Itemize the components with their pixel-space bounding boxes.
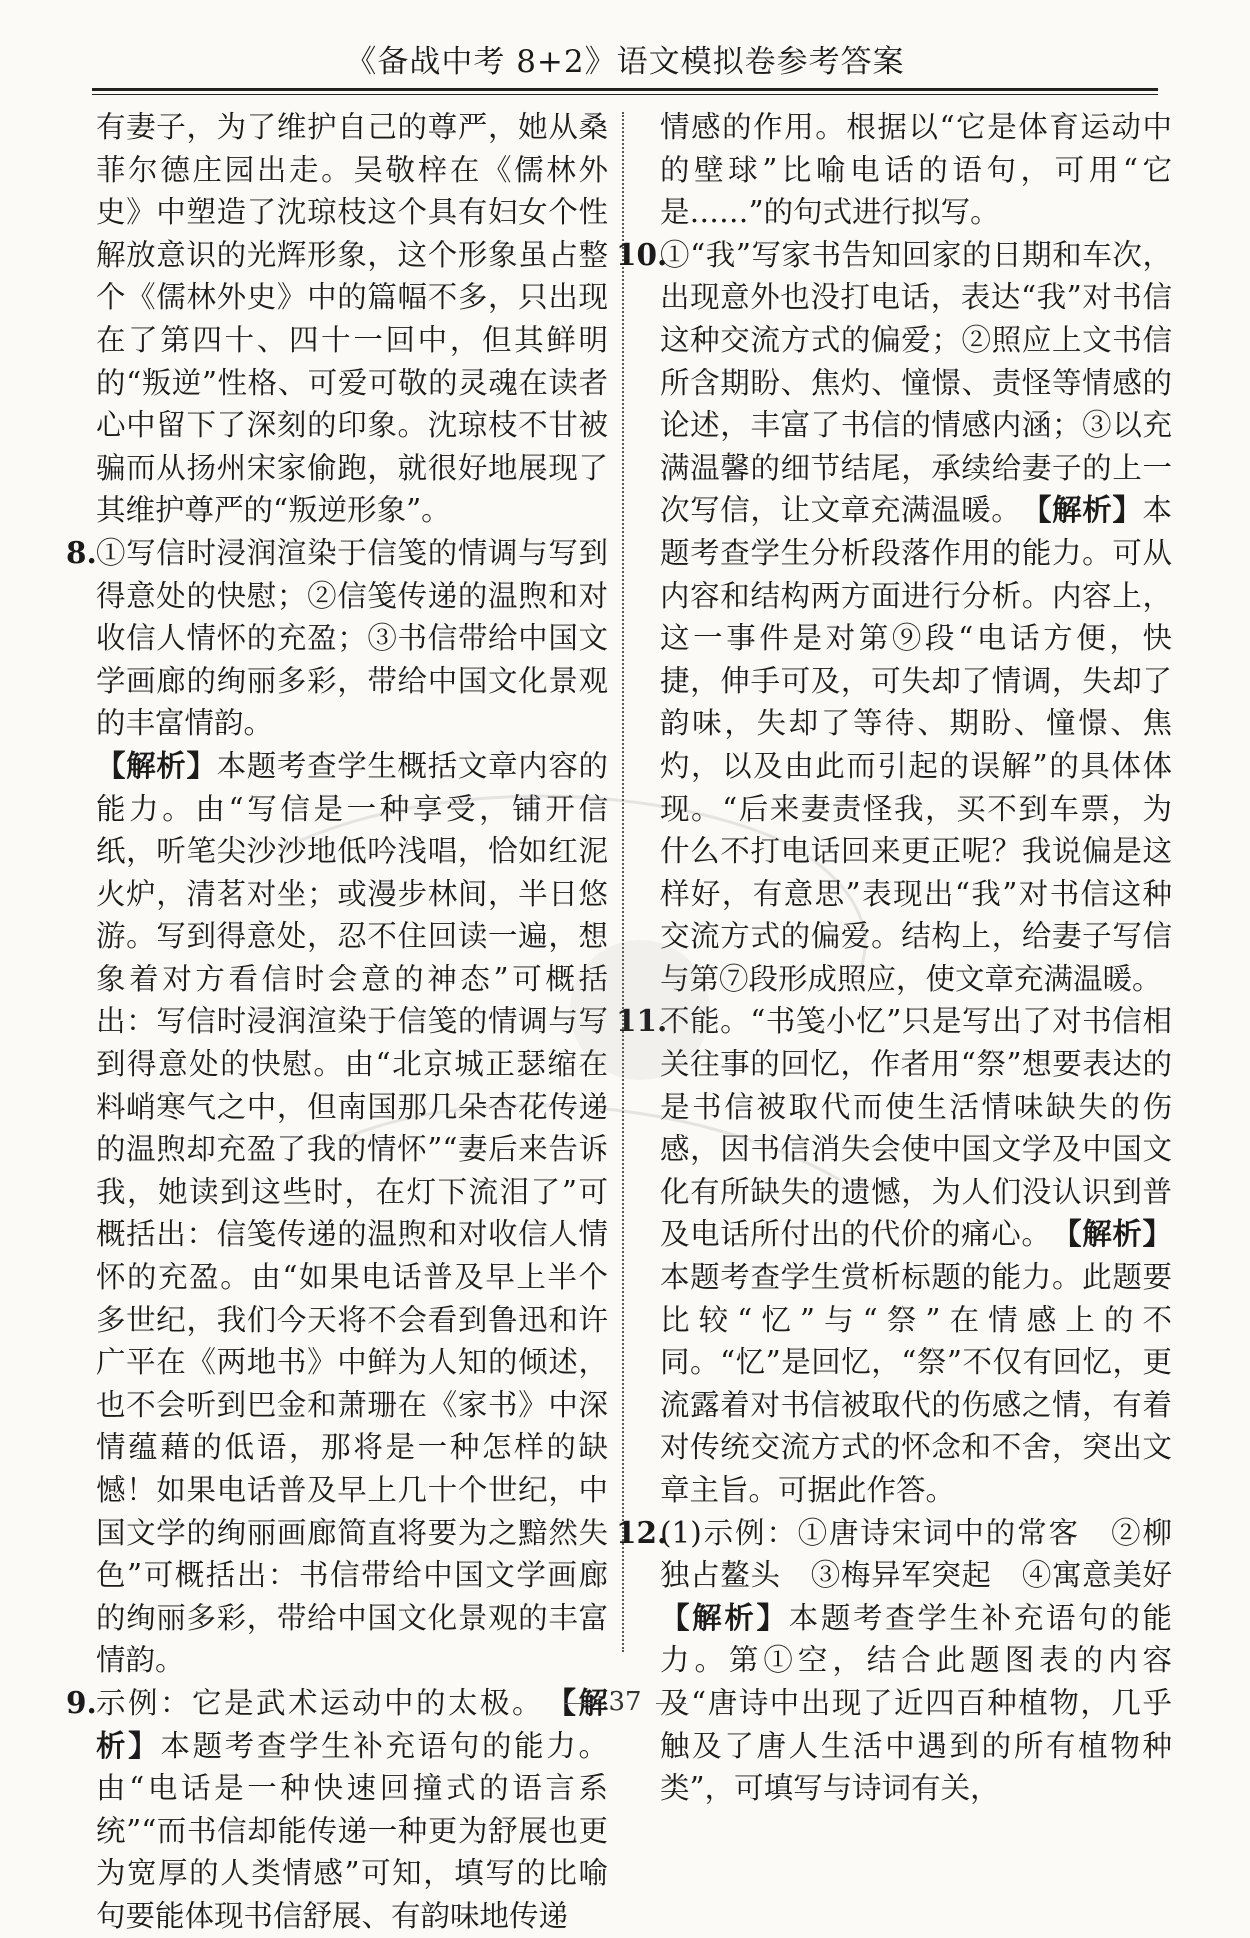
footer-dash-right <box>656 1703 686 1704</box>
footer-dash-left <box>564 1703 594 1704</box>
question-9 <box>66 1682 608 1938</box>
continuation-text: 有妻子，为了维护自己的尊严，她从桑菲尔德庄园出走。吴敬梓在《儒林外史》中塑造了沈琼枝这个具有妇女个性解放意识的光辉形象，这个形象虽占整个《儒林外史》中的篇幅不多，只出现在了第四十、四十一回中，但其鲜明的“叛逆”性格、可爱可敬的灵魂在读者心中留下了深刻的印象。沈琼枝不甘被骗而从扬州宋家偷跑，就很好地展现了其维护尊严的“叛逆形象”。 <box>96 110 608 528</box>
analysis-tag: 【解析】 <box>660 1599 789 1635</box>
question-8 <box>66 532 608 1682</box>
answer-text: 示例：它是武术运动中的太极。 <box>96 1685 530 1720</box>
analysis-tag: 【解析】 <box>1036 492 1143 528</box>
question-number: 11. <box>616 1003 668 1039</box>
analysis-text: 本题考查学生补充语句的能力。由“电话是一种快速回撞式的语言系统”“而书信却能传递一种更为舒展也更为宽厚的人类情感”可知，填写的比喻句要能体现书信舒展、有韵味地传递 <box>96 1728 608 1933</box>
analysis-text: 本题考查学生赏析标题的能力。此题要比较“忆”与“祭”在情感上的不同。“忆”是回忆，“祭”不仅有回忆，更流露着对书信被取代的伤感之情，有着对传统交流方式的怀念和不舍，突出文章主旨。可据此作答。 <box>660 1260 1172 1507</box>
analysis-tag: 【解析】 <box>96 747 217 783</box>
page-title: 《备战中考 8+2》语文模拟卷参考答案 <box>345 44 905 80</box>
analysis-text: 本题考查学生分析段落作用的能力。可从内容和结构两方面进行分析。内容上，这一事件是对第⑨段“电话方便，快捷，伸手可及，可失却了情调，失却了韵味，失却了等待、期盼、憧憬、焦灼，以及由此而引起的误解”的具体体现。“后来妻责怪我，买不到车票，为什么不打电话回来更正呢？我说偏是这样好，有意思”表现出“我”对书信这种交流方式的偏爱。结构上，给妻子写信与第⑦段形成照应，使文章充满温暖。 <box>660 493 1172 996</box>
answer-text: 不能。“书笺小忆”只是写出了对书信相关往事的回忆，作者用“祭”想要表达的是书信被取代而使生活情味缺失的伤感，因书信消失会使中国文学及中国文化有所缺失的遗憾，为人们没认识到普及电话所付出的代价的痛心。 <box>660 1004 1172 1252</box>
left-column <box>66 106 608 1933</box>
analysis-tag: 【解析】 <box>96 1684 608 1763</box>
question-number: 12. <box>616 1514 668 1550</box>
header-rule-thin <box>92 94 1158 95</box>
analysis-tag: 【解析】 <box>1066 1216 1172 1252</box>
column-divider <box>622 112 624 1652</box>
answer-text: (1)示例：①唐诗宋词中的常客 ②柳独占鳌头 ③梅异军突起 ④寓意美好 <box>660 1515 1172 1593</box>
continuation-text: 情感的作用。根据以“它是体育运动中的壁球”比喻电话的语句，可用“它是……”的句式进行拟写。 <box>660 110 1172 230</box>
analysis-text: 本题考查学生补充语句的能力。第①空，结合此题图表的内容及“唐诗中出现了近四百种植物，几乎触及了唐人生活中遇到的所有植物种类”，可填写与诗词有关， <box>660 1600 1172 1806</box>
page-footer <box>0 1687 1250 1717</box>
answer-text: ①“我”写家书告知回家的日期和车次，出现意外也没打电话，表达“我”对书信这种交流方式的偏爱；②照应上文书信所含期盼、焦灼、憧憬、责怪等情感的论述，丰富了书信的情感内涵；③以充满温馨的细节结尾，承续给妻子的上一次写信，让文章充满温暖。 <box>660 237 1172 528</box>
page-header <box>0 0 1250 98</box>
question-number: 9. <box>66 1684 97 1720</box>
answer-text: ①写信时浸润渲染于信笺的情调与写到得意处的快慰；②信笺传递的温煦和对收信人情怀的充盈；③书信带给中国文学画廊的绚丽多彩，带给中国文化景观的丰富情韵。 <box>96 535 608 741</box>
question-10 <box>616 234 1172 1001</box>
page-number: 37 <box>608 1687 642 1717</box>
question-number: 10. <box>616 236 668 272</box>
question-11 <box>616 1000 1172 1511</box>
header-rule-thick <box>92 88 1158 91</box>
question-number: 8. <box>66 534 97 570</box>
analysis-text: 本题考查学生概括文章内容的能力。由“写信是一种享受，铺开信纸，听笔尖沙沙地低吟浅唱，恰如红泥火炉，清茗对坐；或漫步林间，半日悠游。写到得意处，忍不住回读一遍，想象着对方看信时会意的神态”可概括出：写信时浸润渲染于信笺的情调与写到得意处的快慰。由“北京城正瑟缩在料峭寒气之中，但南国那几朵杏花传递的温煦却充盈了我的情怀”“妻后来告诉我，她读到这些时，在灯下流泪了”可概括出：信笺传递的温煦和对收信人情怀的充盈。由“如果电话普及早上半个多世纪，我们今天将不会看到鲁迅和许广平在《两地书》中鲜为人知的倾述，也不会听到巴金和萧珊在《家书》中深情蕴藉的低语，那将是一种怎样的缺憾！如果电话普及早上几十个世纪，中国文学的绚丽画廊简直将要为之黯然失色”可概括出：书信带给中国文学画廊的绚丽多彩，带给中国文化景观的丰富情韵。 <box>96 748 608 1678</box>
